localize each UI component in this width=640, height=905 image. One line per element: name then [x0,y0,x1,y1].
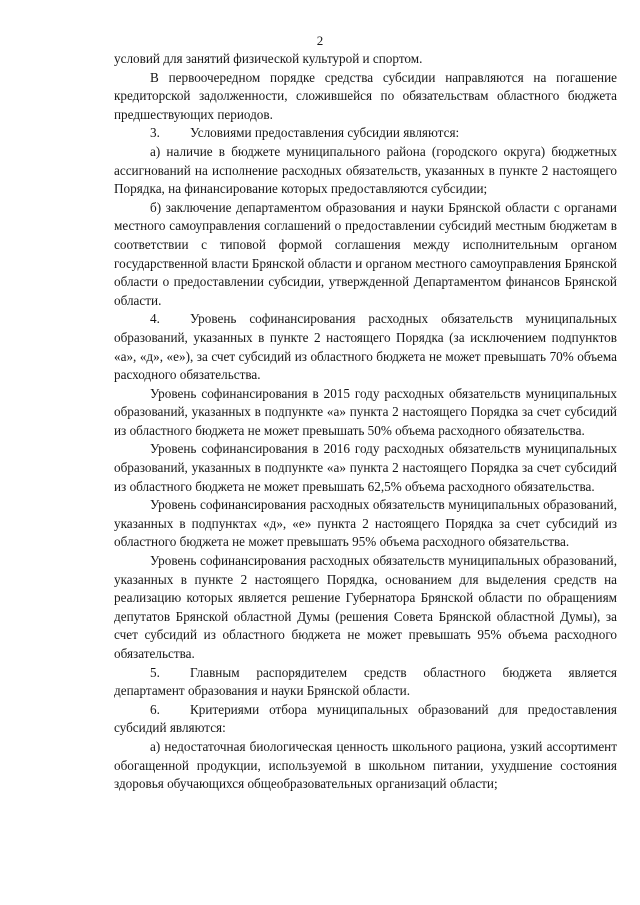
paragraph: Уровень софинансирования в 2015 году расходных обязательств муниципальных образований, указанных в подпункте «а» пункта 2 настоящего Порядка за счет субсидий из областного бюджета не может превышать 50% объема расходного обязательства. [114,385,617,438]
paragraph: условий для занятий физической культурой и спортом. [114,51,423,66]
paragraph: В первоочередном порядке средства субсидии направляются на погашение кредиторской задолженности, сложившейся по обязательствам областного бюджета предшествующих периодов. [114,69,617,122]
paragraph: а) недостаточная биологическая ценность школьного рациона, узкий ассортимент обогащенной продукции, используемой в школьном питании, ухудшение состояния здоровья обучающихся общеобразовательных организаций области; [114,738,617,792]
numbered-paragraph: 5. Главным распорядителем средств областного бюджета является департамент образования и науки Брянской области. [114,664,617,699]
numbered-paragraph: 4. Уровень софинансирования расходных обязательств муниципальных образований, указанных в пункте 2 настоящего Порядка (за исключением подпунктов «а», «д», «е»), за счет субсидий из областного бюджета не может превышать 70% объема расходного обязательства. [114,311,617,383]
paragraph-number: 6. [150,701,160,717]
paragraph-number: 4. [150,311,160,327]
document-body [114,50,617,794]
paragraph-number: 3. [150,125,160,141]
page-number: 2 [316,33,324,48]
paragraph-number: 5. [150,664,160,680]
numbered-paragraph: 3. Условиями предоставления субсидии являются: [114,124,617,143]
paragraph: Уровень софинансирования в 2016 году расходных обязательств муниципальных образований, указанных в подпункте «а» пункта 2 настоящего Порядка за счет субсидий из областного бюджета не может превышать 62,5% объема расходного обязательства. [114,441,617,494]
paragraph: б) заключение департаментом образования и науки Брянской области с органами местного самоуправления соглашений о предоставлении субсидий местным бюджетам в соответствии с типовой формой соглашения между исполнительным органом государственной власти Брянской области и органом местного самоуправления Брянской области о предоставлении субсидии, утвержденной Департаментом финансов Брянской области. [114,199,617,308]
paragraph: Уровень софинансирования расходных обязательств муниципальных образований, указанных в подпунктах «д», «е» пункта 2 настоящего Порядка за счет субсидий из областного бюджета не может превышать 95% объема расходного обязательства. [114,497,617,550]
numbered-paragraph: 6. Критериями отбора муниципальных образований для предоставления субсидий являются: [114,701,617,736]
paragraph: Уровень софинансирования расходных обязательств муниципальных образований, указанных в пункте 2 настоящего Порядка, основанием для выделения средств на реализацию которых является решение Губернатора Брянской области по обращениям депутатов Брянской областной Думы (решения Совета Брянской областной Думы), за счет субсидий из областного бюджета не может превышать 95% объема расходного обязательства. [114,553,617,661]
paragraph: а) наличие в бюджете муниципального района (городского округа) бюджетных ассигнований на исполнение расходных обязательств, указанных в пункте 2 настоящего Порядка, на финансирование которых предоставляются субсидии; [114,143,617,197]
